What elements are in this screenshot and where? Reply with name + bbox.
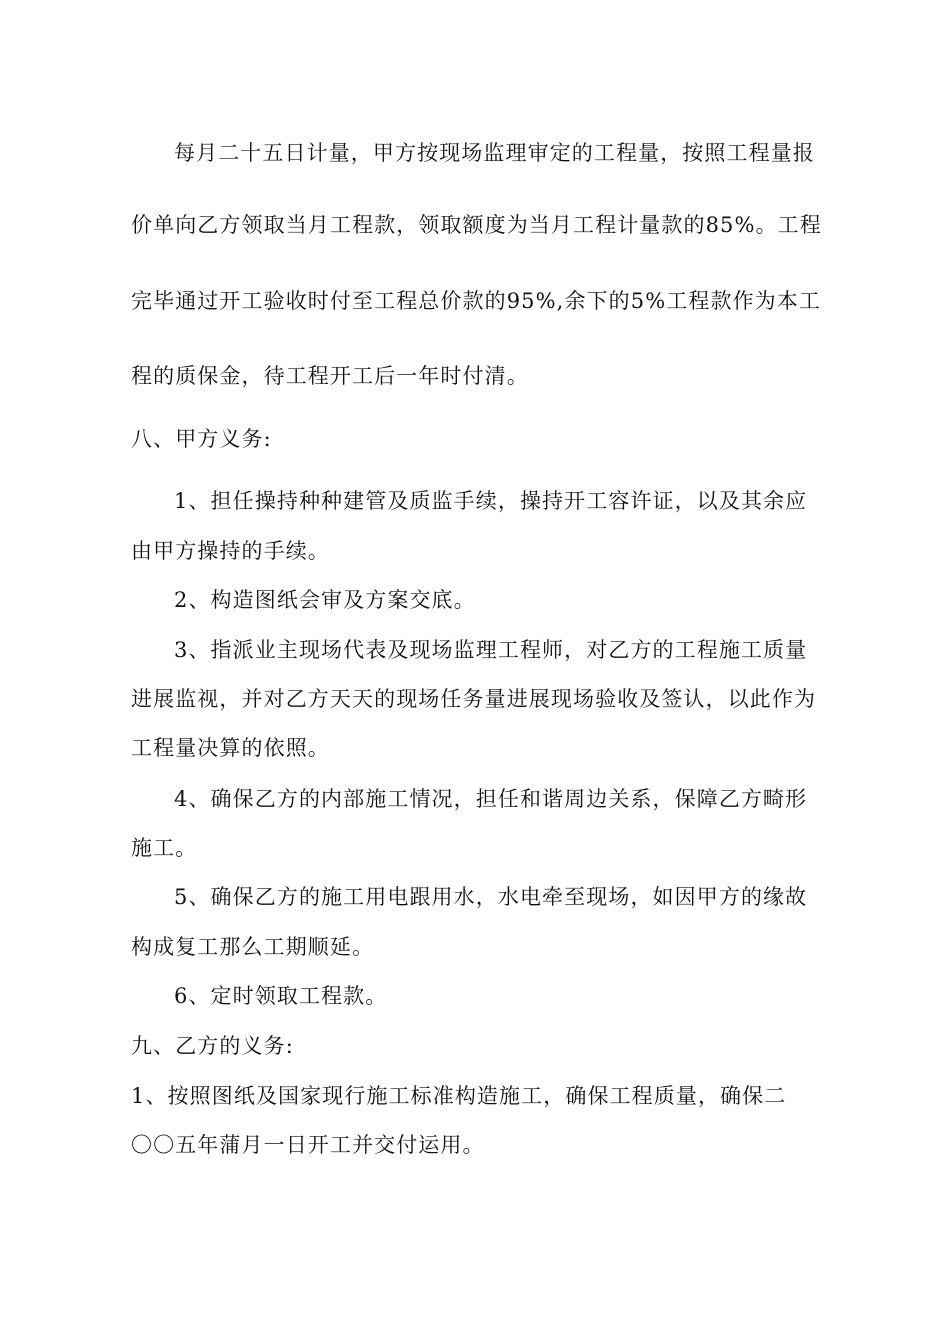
section-8-item-1-line-1: 1、担任操持种种建管及质监手续，操持开工容许证，以及其余应: [174, 489, 808, 513]
section-9-item-1-line-1: 1、按照图纸及国家现行施工标准构造施工，确保工程质量，确保二: [131, 1084, 787, 1108]
section-8-item-3-line-3: 工程量决算的依照。: [131, 736, 330, 760]
section-9-item-1-line-2: 〇〇五年蒲月一日开工并交付运用。: [131, 1133, 485, 1157]
payment-line-3: 完毕通过开工验收时付至工程总价款的95%,余下的5%工程款作为本工: [131, 289, 821, 313]
section-8-item-4-line-1: 4、确保乙方的内部施工情况，担任和谐周边关系，保障乙方畸形: [174, 787, 808, 811]
payment-line-2: 价单向乙方领取当月工程款，领取额度为当月工程计量款的85%。工程: [131, 213, 822, 237]
section-8-item-1-line-2: 由甲方操持的手续。: [131, 539, 330, 563]
section-8-item-5-line-1: 5、确保乙方的施工用电跟用水，水电牵至现场，如因甲方的缘故: [174, 885, 808, 909]
section-9-heading: 九、乙方的义务:: [131, 1034, 294, 1058]
section-8-item-3-line-2: 进展监视，并对乙方天天的现场任务量进展现场验收及签认，以此作为: [131, 687, 817, 711]
section-8-heading: 八、甲方义务:: [131, 427, 272, 451]
section-8-item-5-line-2: 构成复工那么工期顺延。: [131, 935, 375, 959]
payment-line-4: 程的质保金，待工程开工后一年时付清。: [131, 364, 529, 388]
section-8-item-6-line-1: 6、定时领取工程款。: [174, 984, 388, 1008]
section-8-item-4-line-2: 施工。: [131, 836, 198, 860]
section-8-item-3-line-1: 3、指派业主现场代表及现场监理工程师，对乙方的工程施工质量: [174, 638, 808, 662]
section-8-item-2-line-1: 2、构造图纸会审及方案交底。: [174, 588, 476, 612]
payment-line-1: 每月二十五日计量，甲方按现场监理审定的工程量，按照工程量报: [174, 141, 815, 165]
